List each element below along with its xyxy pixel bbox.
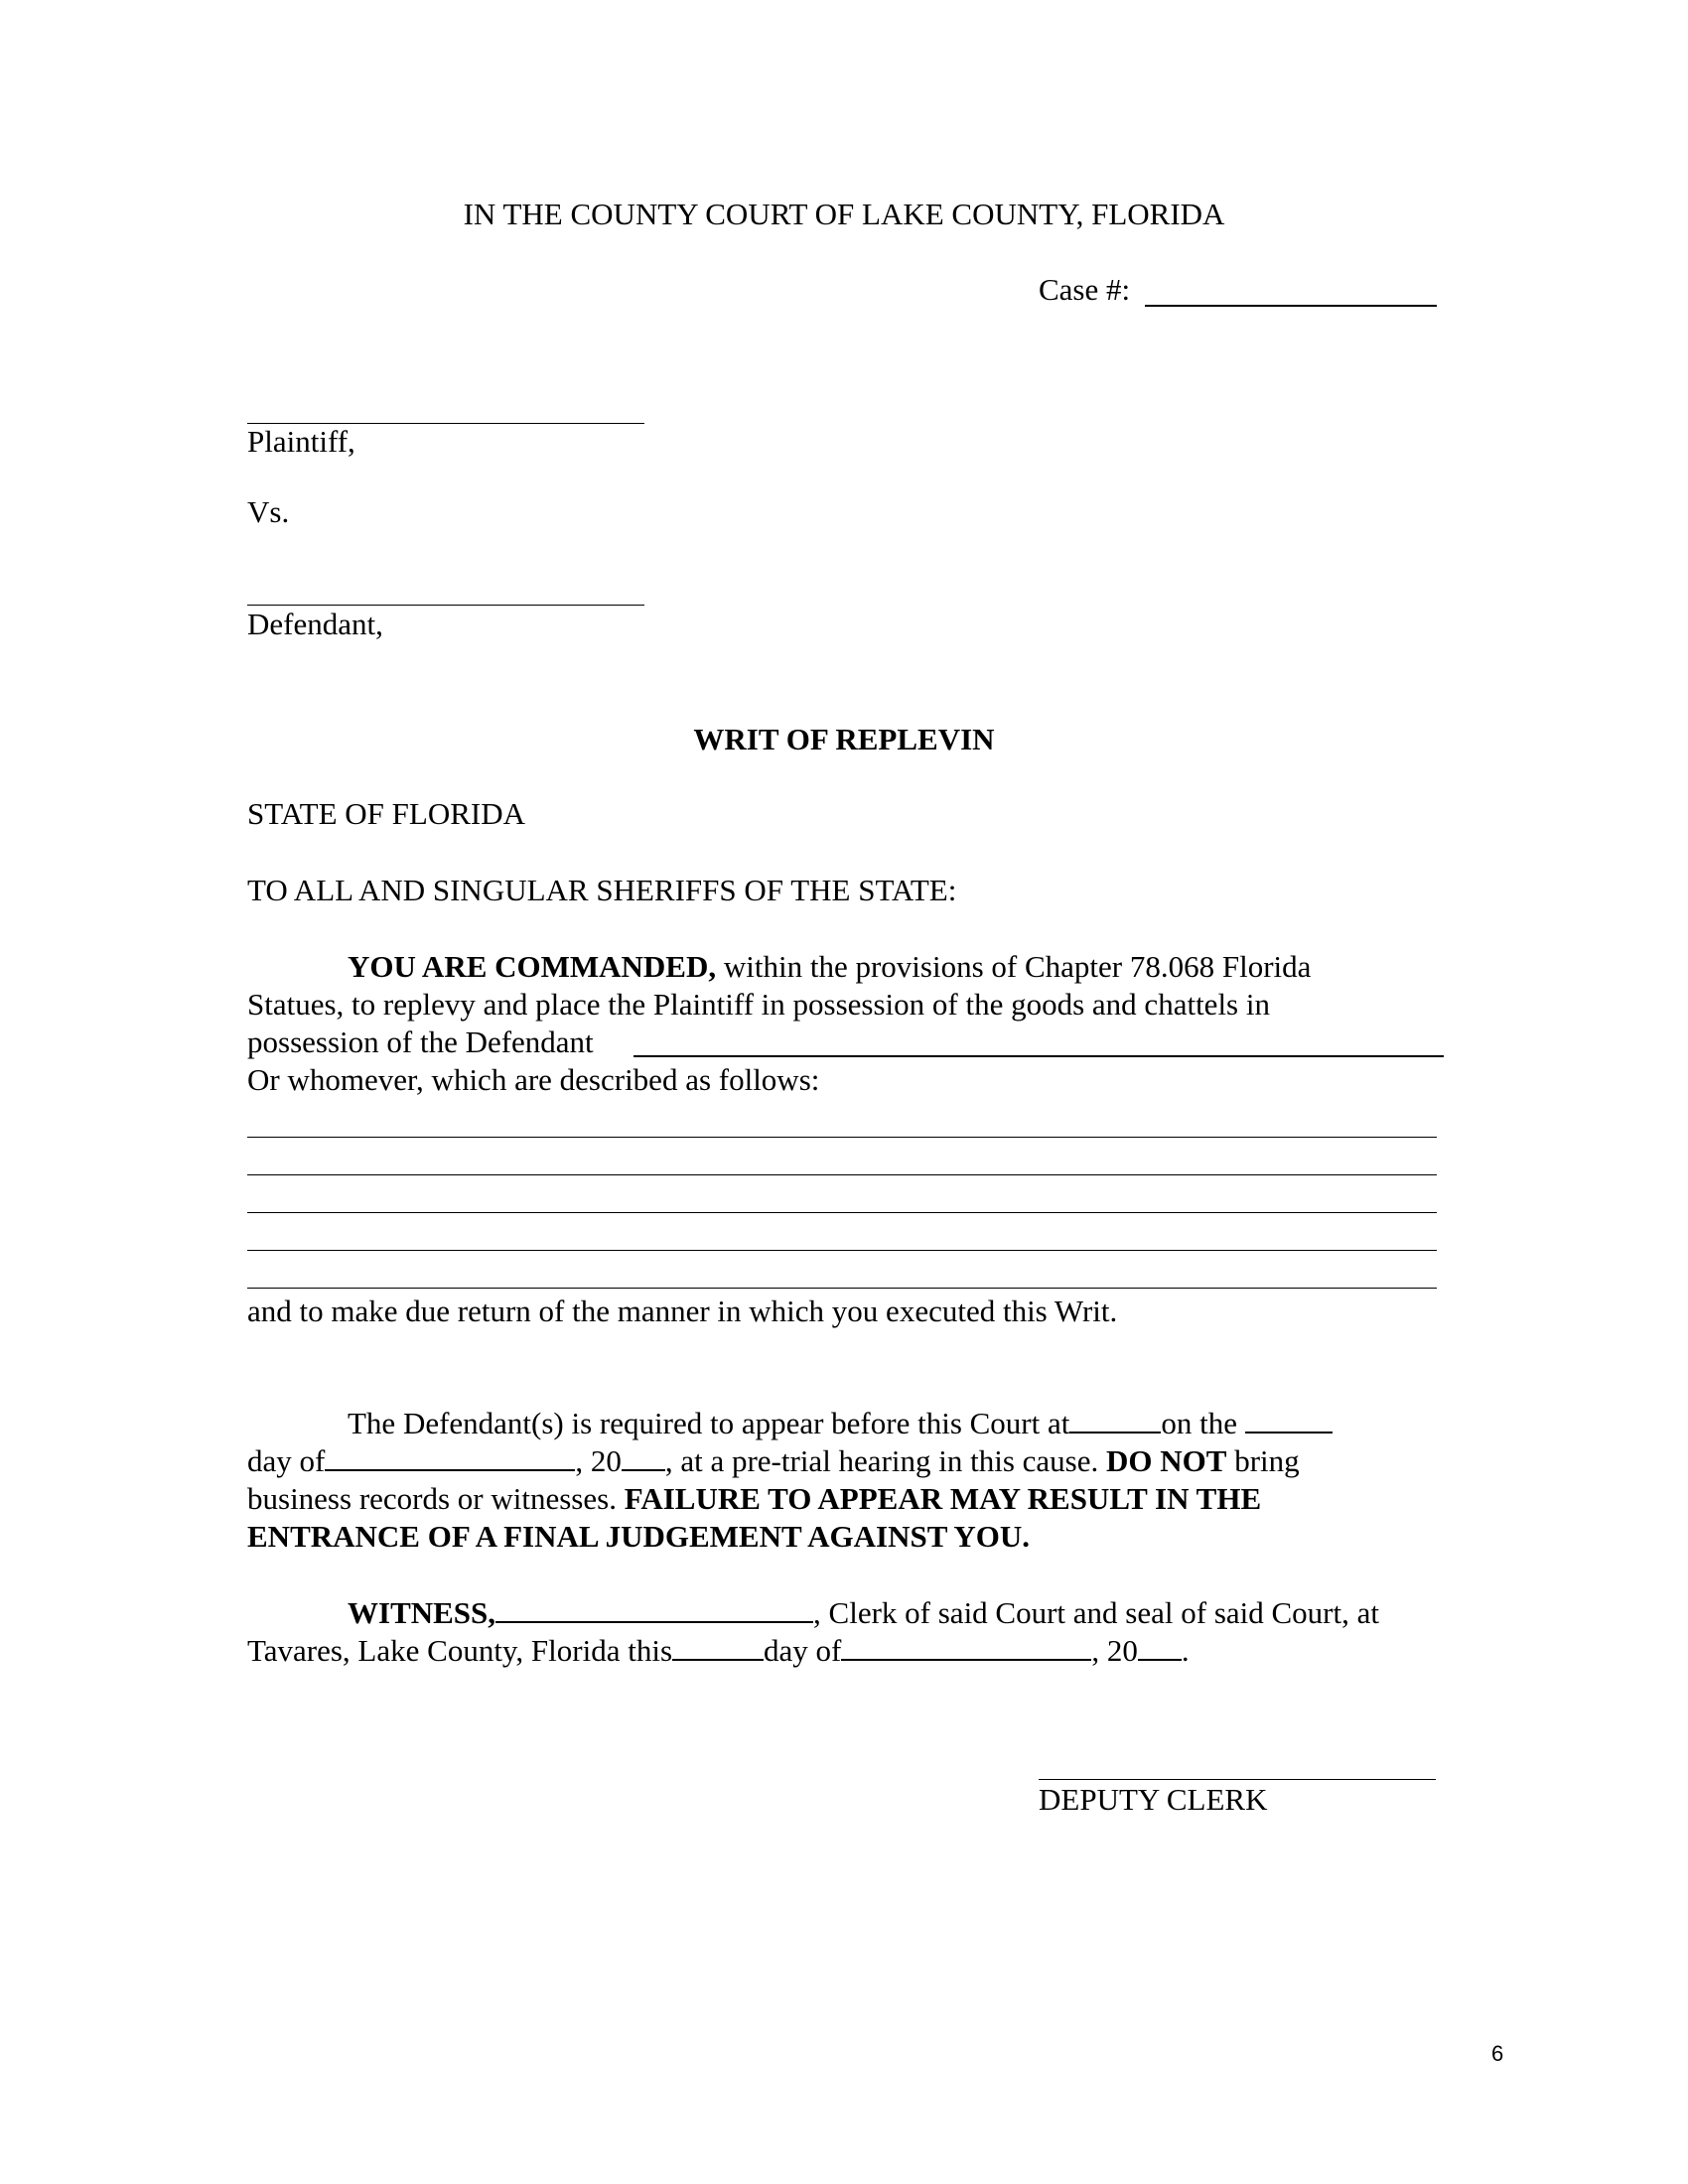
command-line-2: Statues, to replevy and place the Plaintiff in possession of the goods and chattels in [247,987,1270,1022]
description-line-2[interactable] [247,1174,1437,1175]
witness-line-1 [348,1594,1379,1632]
witness-lead: WITNESS, [348,1595,496,1630]
return-line: and to make due return of the manner in which you executed this Writ. [247,1294,1118,1328]
appearance-line-3 [247,1480,1261,1518]
court-title: IN THE COUNTY COURT OF LAKE COUNTY, FLORIDA [463,197,1225,231]
do-not-bold: DO NOT [1106,1443,1227,1478]
appearance-text-1a: The Defendant(s) is required to appear before this Court at [348,1406,1070,1440]
witness-line-2 [247,1632,1190,1670]
versus-label: Vs. [247,494,290,529]
command-lead: YOU ARE COMMANDED, [348,949,717,984]
case-number-field[interactable] [1145,305,1437,307]
description-line-1[interactable] [247,1137,1437,1138]
command-line-3: possession of the Defendant [247,1024,594,1059]
appearance-text-1b: on the [1161,1406,1245,1440]
defendant-possession-field[interactable] [633,1055,1444,1057]
defendant-label: Defendant, [247,607,383,641]
witness-year-field[interactable] [1138,1635,1182,1661]
appearance-text-2c: , at a pre-trial hearing in this cause. [664,1443,1107,1478]
witness-text-2d: . [1181,1633,1190,1668]
witness-day-field[interactable] [672,1635,764,1661]
appearance-text-3a: business records or witnesses. [247,1481,625,1516]
command-line-4: Or whomever, which are described as follows: [247,1062,820,1097]
page-number: 6 [1491,2041,1504,2066]
state-line: STATE OF FLORIDA [247,796,525,831]
appearance-year-field[interactable] [622,1445,665,1471]
witness-text-1: , Clerk of said Court and seal of said Court, at [813,1595,1379,1630]
plaintiff-label: Plaintiff, [247,424,355,459]
command-line-1 [348,948,1311,986]
witness-text-2c: , 20 [1091,1633,1138,1668]
appearance-text-2b: , 20 [575,1443,622,1478]
case-number-label: Case #: [1039,272,1131,307]
failure-warning-1: FAILURE TO APPEAR MAY RESULT IN THE [624,1481,1262,1516]
command-line-1-text: within the provisions of Chapter 78.068 Florida [716,949,1312,984]
appearance-month-field[interactable] [325,1445,575,1471]
witness-text-2a: Tavares, Lake County, Florida this [247,1633,673,1668]
deputy-clerk-signature-line[interactable] [1039,1779,1436,1780]
appearance-day-field[interactable] [1245,1408,1333,1433]
description-line-4[interactable] [247,1250,1437,1251]
appearance-text-2a: day of [247,1443,326,1478]
appearance-text-2d: bring [1226,1443,1300,1478]
appearance-time-field[interactable] [1069,1408,1161,1433]
description-line-5[interactable] [247,1288,1437,1289]
witness-month-field[interactable] [841,1635,1091,1661]
address-line: TO ALL AND SINGULAR SHERIFFS OF THE STATE: [247,873,957,907]
deputy-clerk-label: DEPUTY CLERK [1039,1782,1268,1817]
document-title: WRIT OF REPLEVIN [693,722,995,756]
appearance-line-2 [247,1442,1300,1480]
appearance-line-1 [348,1405,1333,1442]
witness-text-2b: day of [764,1633,842,1668]
failure-warning-2: ENTRANCE OF A FINAL JUDGEMENT AGAINST YOU. [247,1519,1031,1554]
description-line-3[interactable] [247,1212,1437,1213]
clerk-name-field[interactable] [495,1597,813,1623]
